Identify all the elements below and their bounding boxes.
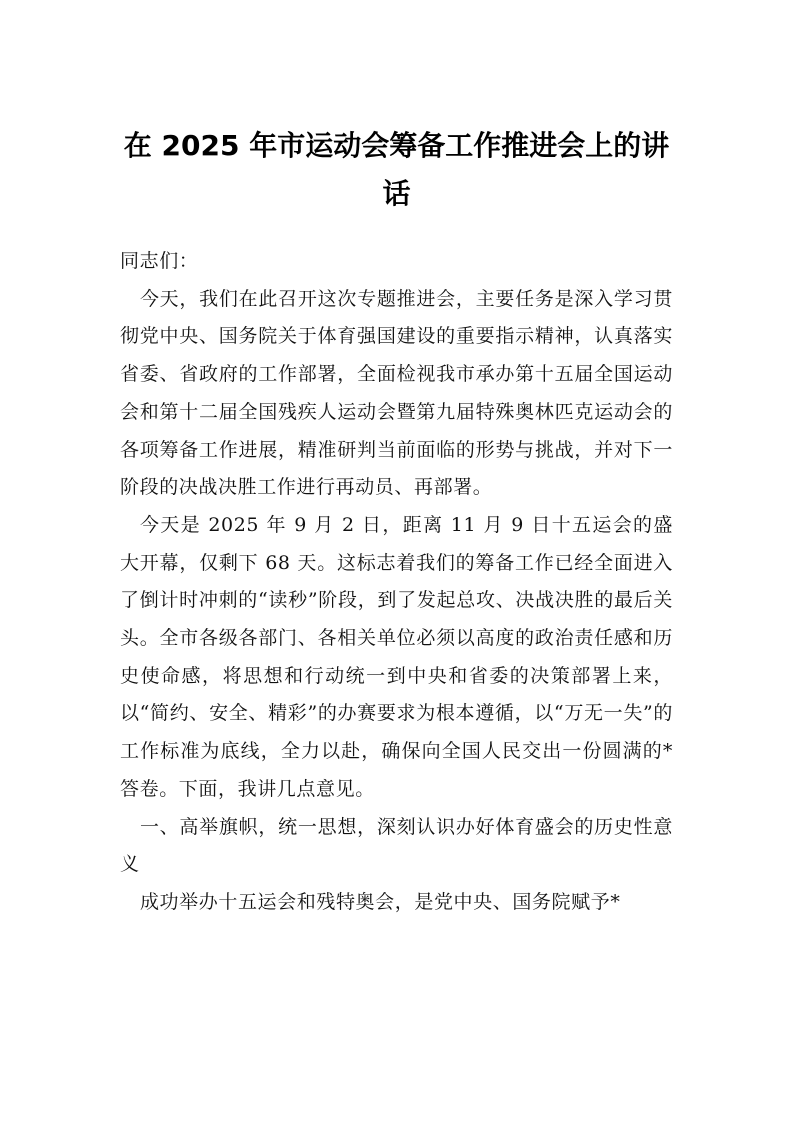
paragraph-intro: 今天，我们在此召开这次专题推进会，主要任务是深入学习贯彻党中央、国务院关于体育强国建设的重要指示精神，认真落实省委、省政府的工作部署，全面检视我市承办第十五届全国运动会和第十二届全国残疾人运动会暨第九届特殊奥林匹克运动会的各项筹备工作进展，精准研判当前面临的形势与挑战，并对下一阶段的决战决胜工作进行再动员、再部署。	[120, 287, 673, 499]
salutation: 同志们：	[120, 250, 199, 272]
document-title: 在 2025 年市运动会筹备工作推进会上的讲话	[123, 129, 670, 210]
paragraph-section-one: 成功举办十五运会和残特奥会，是党中央、国务院赋予*	[139, 890, 621, 913]
section-heading-one: 一、高举旗帜，统一思想，深刻认识办好体育盛会的历史性意义	[120, 815, 673, 876]
paragraph-countdown: 今天是 2025 年 9 月 2 日，距离 11 月 9 日十五运会的盛大开幕，仅剩下 68 天。这标志着我们的筹备工作已经全面进入了倒计时冲刺的“读秒”阶段，到了发起总攻、决战决胜的最后关头。全市各级各部门、各相关单位必须以高度的政治责任感和历史使命感，将思想和行动统一到中央和省委的决策部署上来，以“简约、安全、精彩”的办赛要求为根本遵循，以“万无一失”的工作标准为底线，全力以赴，确保向全国人民交出一份圆满的*答卷。下面，我讲几点意见。	[120, 513, 673, 800]
document-body	[120, 243, 673, 922]
